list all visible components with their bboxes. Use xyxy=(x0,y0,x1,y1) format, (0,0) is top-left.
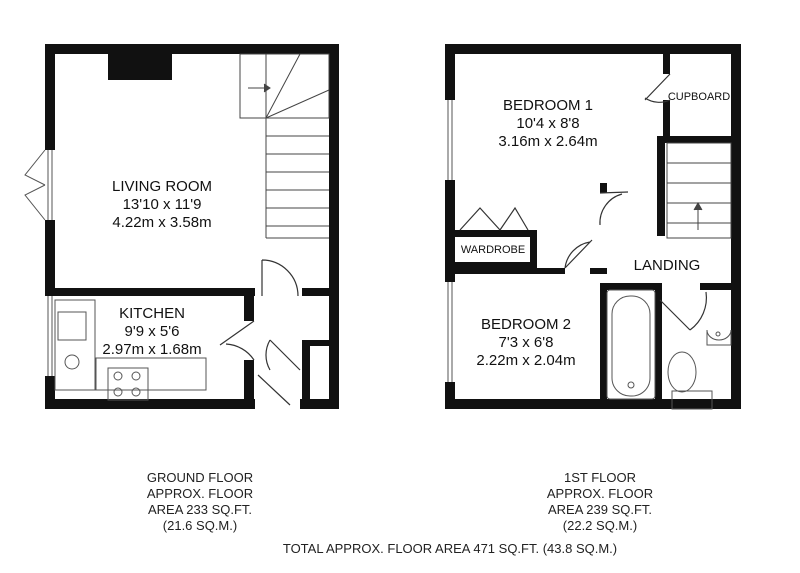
bedroom-1-metric: 3.16m x 2.64m xyxy=(498,133,598,150)
first-floor-caption-line: APPROX. FLOOR xyxy=(546,486,654,501)
bedroom-1-name: BEDROOM 1 xyxy=(502,97,594,114)
living-room-imperial: 13'10 x 11'9 xyxy=(122,196,202,213)
bedroom-2-metric: 2.22m x 2.04m xyxy=(476,352,576,369)
ground-floor-stairs xyxy=(240,54,329,238)
wardrobe-label: WARDROBE xyxy=(460,244,526,256)
ground-floor-plan xyxy=(25,44,339,409)
bathroom-fittings xyxy=(607,290,731,409)
first-floor-plan xyxy=(445,44,741,409)
first-floor-caption xyxy=(515,470,685,534)
bedroom-2-name: BEDROOM 2 xyxy=(480,316,572,333)
total-area-caption: TOTAL APPROX. FLOOR AREA 471 SQ.FT. (43.8 SQ.M.) xyxy=(282,541,618,556)
first-floor-caption-line: 1ST FLOOR xyxy=(563,470,636,485)
living-room-name: LIVING ROOM xyxy=(111,178,213,195)
kitchen-metric: 2.97m x 1.68m xyxy=(102,341,202,358)
ground-floor-caption-line: APPROX. FLOOR xyxy=(146,486,254,501)
ground-floor-caption xyxy=(115,470,285,534)
ground-floor-caption-line: GROUND FLOOR xyxy=(146,470,254,485)
landing-label: LANDING xyxy=(633,257,701,274)
first-floor-caption-line: AREA 239 SQ.FT. xyxy=(547,502,653,517)
kitchen-imperial: 9'9 x 5'6 xyxy=(124,323,180,340)
ground-floor-caption-line: AREA 233 SQ.FT. xyxy=(147,502,253,517)
living-room-metric: 4.22m x 3.58m xyxy=(112,214,212,231)
first-floor-stairs xyxy=(667,143,731,238)
bedroom-1-imperial: 10'4 x 8'8 xyxy=(516,115,580,132)
bedroom-2-imperial: 7'3 x 6'8 xyxy=(498,334,554,351)
first-floor-caption-line: (22.2 SQ.M.) xyxy=(562,518,638,533)
ground-floor-doors xyxy=(220,260,300,405)
cupboard-label: CUPBOARD xyxy=(667,91,731,103)
ground-floor-caption-line: (21.6 SQ.M.) xyxy=(162,518,238,533)
kitchen-name: KITCHEN xyxy=(119,305,185,322)
